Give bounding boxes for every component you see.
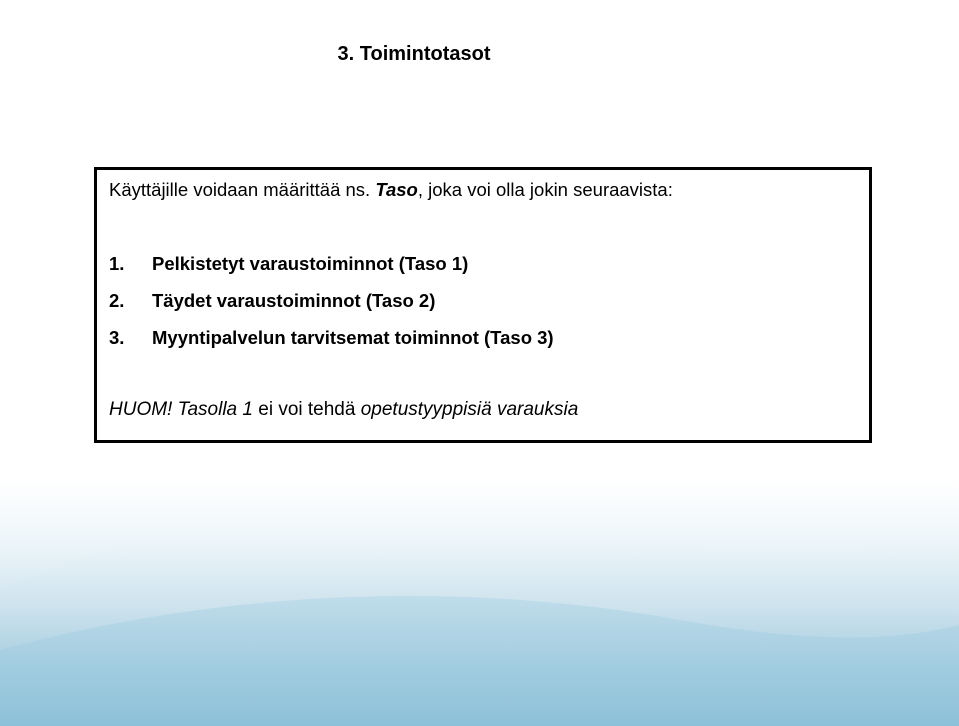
list-item-number: 2. — [109, 290, 125, 311]
list-item-label: Myyntipalvelun tarvitsemat toiminnot (Taso 3) — [152, 327, 554, 348]
background-wave-decoration — [0, 440, 959, 726]
list-item-label: Pelkistetyt varaustoiminnot (Taso 1) — [152, 253, 469, 274]
intro-emphasis: Taso — [375, 179, 418, 200]
list-item — [109, 290, 554, 312]
intro-before: Käyttäjille voidaan määrittää ns. — [109, 179, 376, 200]
list-item-number: 1. — [109, 253, 125, 274]
intro-after: , joka voi olla jokin seuraavista: — [417, 179, 673, 200]
note-text — [109, 399, 578, 421]
list-item — [109, 253, 554, 275]
list-item-label: Täydet varaustoiminnot (Taso 2) — [152, 290, 436, 311]
content-box — [94, 167, 872, 443]
list-item-number: 3. — [109, 327, 125, 348]
intro-text — [109, 179, 673, 201]
level-list — [109, 253, 554, 364]
note-part2: ei voi tehdä — [252, 399, 361, 420]
list-item — [109, 327, 554, 349]
note-part3: opetustyyppisiä varauksia — [360, 399, 579, 420]
note-part1: HUOM! Tasolla 1 — [109, 399, 253, 420]
slide-title: 3. Toimintotasot — [337, 43, 491, 65]
